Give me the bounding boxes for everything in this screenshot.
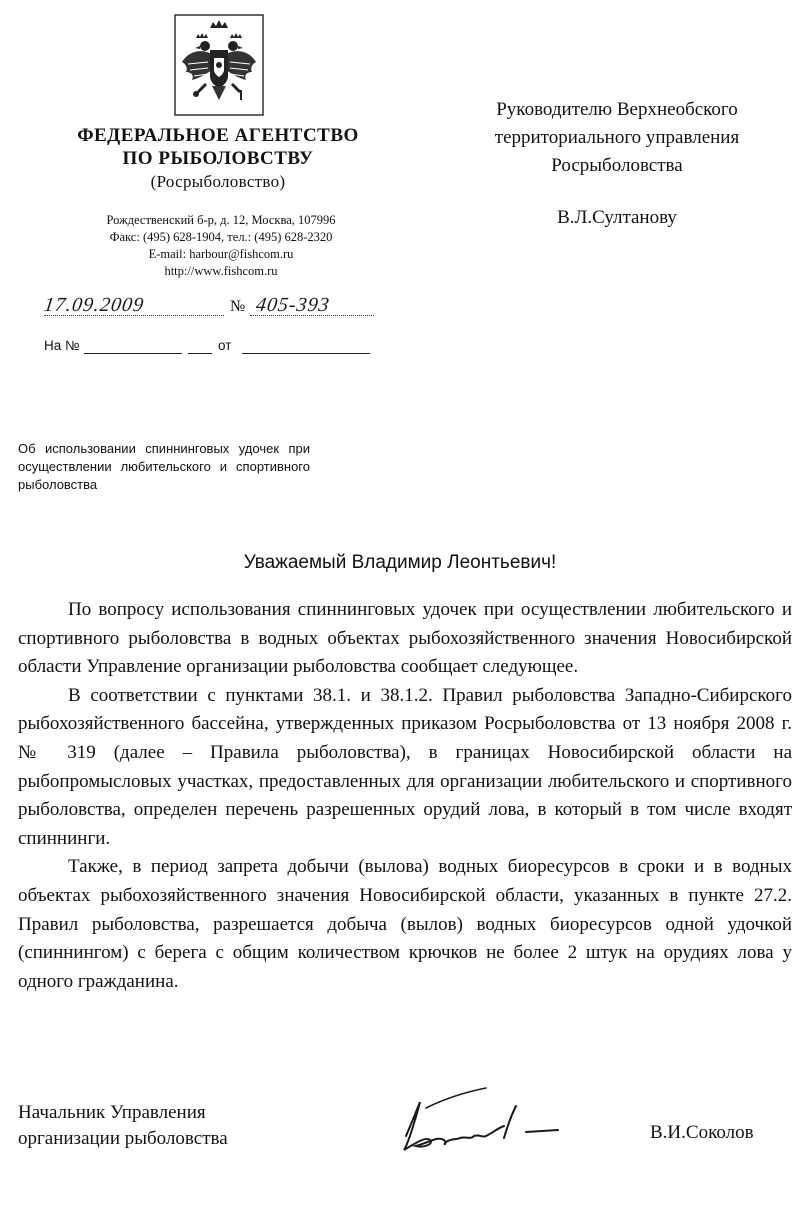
agency-name-line2: ПО РЫБОЛОВСТВУ [122, 148, 314, 169]
letter-body [18, 596, 792, 996]
agency-contacts [56, 212, 386, 280]
letter-subject: Об использовании спиннинговых удочек при осуществлении любительского и спортивного рыболовства [18, 441, 310, 492]
salutation: Уважаемый Владимир Леонтьевич! [243, 552, 557, 573]
addressee-name: В.Л.Султанову [557, 207, 677, 228]
signatory-title-line2: организации рыболовства [18, 1128, 228, 1149]
addressee-line1: Руководителю Верхнеобского [496, 99, 738, 120]
body-paragraph-2: В соответствии с пунктами 38.1. и 38.1.2. Правил рыболовства Западно-Сибирского рыбохозяйственного бассейна, утвержденных приказом Росрыболовства от 13 ноября 2008 г. № 319 (далее – Правила рыболовства), в границах Новосибирской области на рыбопромысловых участках, предоставленных для организации любительского и спортивного рыболовства, определен перечень разрешенных орудий лова, в который в том числе входят спиннинги. [18, 684, 792, 849]
agency-address: Рождественский б-р, д. 12, Москва, 107996 [106, 213, 336, 227]
agency-website: http://www.fishcom.ru [164, 264, 278, 278]
signatory-title-line1: Начальник Управления [18, 1102, 206, 1123]
body-paragraph-1: По вопросу использования спиннинговых удочек при осуществлении любительского и спортивного рыболовства в водных объектах рыбохозяйственного значения Новосибирской области Управление организации рыболовства сообщает следующее. [18, 599, 792, 678]
addressee-line3: Росрыболовства [551, 155, 683, 176]
registration-line [44, 294, 374, 322]
reply-to-label: На № [44, 338, 80, 353]
registration-date: 17.09.2009 [42, 294, 146, 316]
number-sign: № [230, 298, 246, 315]
coat-of-arms-icon [174, 14, 264, 116]
agency-name-block [40, 124, 396, 194]
addressee-line2: территориального управления [494, 127, 740, 148]
handwritten-signature-icon [386, 1078, 566, 1168]
agency-email: E-mail: harbour@fishcom.ru [148, 247, 294, 261]
from-label: от [218, 338, 232, 353]
body-paragraph-3: Также, в период запрета добычи (вылова) водных биоресурсов в сроки и в водных объектах рыбохозяйственного значения Новосибирской области, указанных в пункте 27.2. Правил рыболовства, разрешается добыча (вылов) водных биоресурсов одной удочкой (спиннингом) с берега с общим количеством крючков не более 2 штук на орудиях лова у одного гражданина. [18, 856, 792, 992]
signatory-name: В.И.Соколов [650, 1122, 754, 1143]
agency-short-name: (Росрыболовство) [150, 172, 286, 191]
agency-name-line1: ФЕДЕРАЛЬНОЕ АГЕНТСТВО [77, 125, 359, 146]
signatory-title [18, 1100, 318, 1152]
addressee-block [452, 96, 782, 232]
registration-number: 405-393 [254, 294, 332, 316]
agency-fax-phone: Факс: (495) 628-1904, тел.: (495) 628-2320 [109, 230, 333, 244]
reply-reference-line [44, 338, 374, 358]
